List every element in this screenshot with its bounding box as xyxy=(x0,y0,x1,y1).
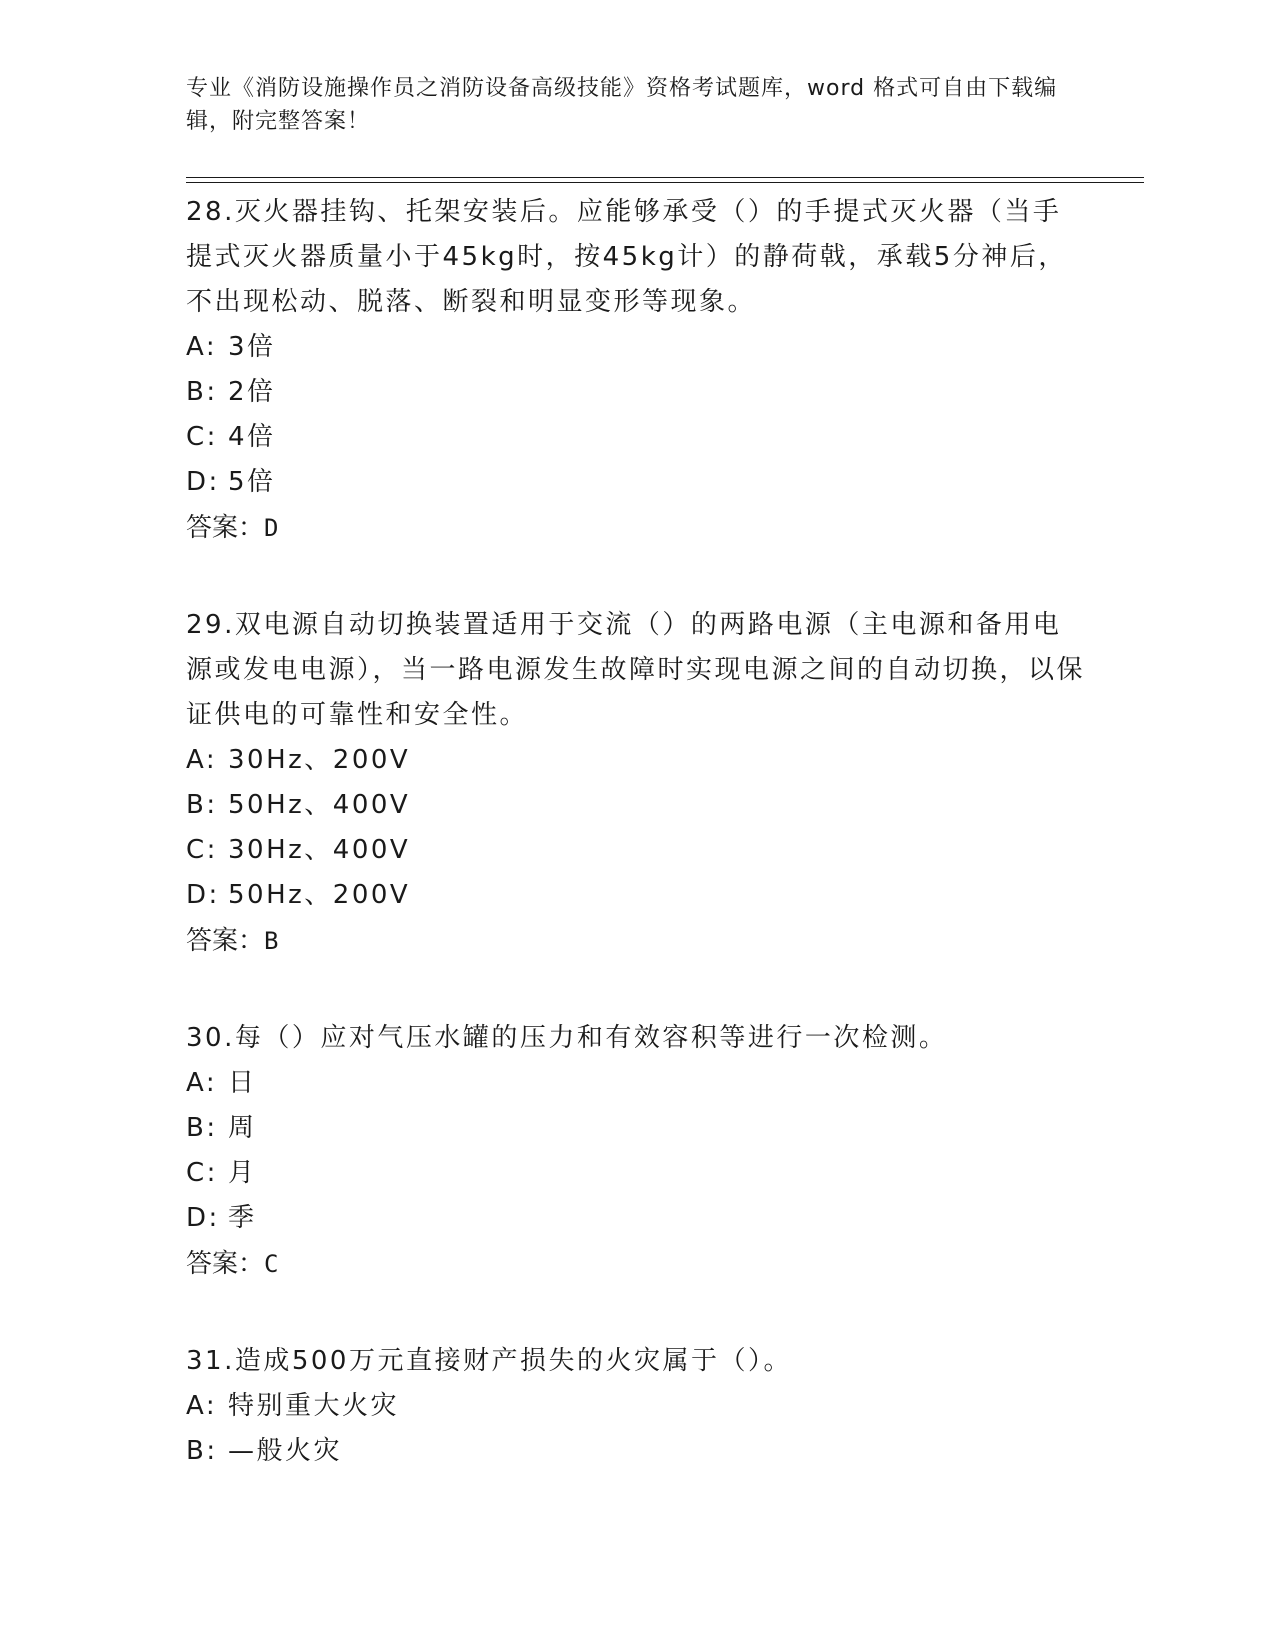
option-a xyxy=(186,325,1086,370)
answer-key: D xyxy=(264,514,279,542)
answer-line xyxy=(186,505,1086,551)
option-c xyxy=(186,415,1086,460)
option-b xyxy=(186,370,1086,415)
option-letter: B: xyxy=(186,1113,218,1143)
option-text: 30Hz、200V xyxy=(228,745,411,775)
option-d xyxy=(186,460,1086,505)
option-text: 日 xyxy=(228,1068,257,1098)
option-text: 特别重大火灾 xyxy=(228,1391,400,1421)
question-stem: 28.灭火器挂钩、托架安装后。应能够承受（）的手提式灭火器（当手提式灭火器质量小于45kg时，按45kg计）的静荷戟，承载5分神后，不出现松动、脱落、断裂和明显变形等现象。 xyxy=(186,197,1067,317)
option-a xyxy=(186,1384,1086,1429)
document-header: 专业《消防设施操作员之消防设备高级技能》资格考试题库，word 格式可自由下载编辑，附完整答案！ xyxy=(186,76,1058,134)
option-letter: C: xyxy=(186,835,218,865)
option-letter: A: xyxy=(186,332,218,362)
option-letter: A: xyxy=(186,1068,218,1098)
option-letter: B: xyxy=(186,377,218,407)
option-c xyxy=(186,828,1086,873)
header-rule-bottom xyxy=(186,182,1144,183)
option-text: 30Hz、400V xyxy=(228,835,411,865)
question-stem: 29.双电源自动切换装置适用于交流（）的两路电源（主电源和备用电源或发电电源），当一路电源发生故障时实现电源之间的自动切换，以保证供电的可靠性和安全性。 xyxy=(186,610,1086,730)
option-letter: A: xyxy=(186,745,218,775)
option-a xyxy=(186,1061,1086,1106)
option-text: —般火灾 xyxy=(228,1436,343,1466)
option-letter: A: xyxy=(186,1391,218,1421)
option-text: 5倍 xyxy=(228,467,276,497)
answer-key: B xyxy=(264,927,279,955)
option-text: 季 xyxy=(228,1203,257,1233)
option-text: 周 xyxy=(228,1113,257,1143)
question-30 xyxy=(186,1016,1086,1287)
answer-key: C xyxy=(264,1250,279,1278)
header-rule-top xyxy=(186,177,1144,178)
option-text: 3倍 xyxy=(228,332,276,362)
option-b xyxy=(186,1106,1086,1151)
option-text: 月 xyxy=(228,1158,257,1188)
question-31 xyxy=(186,1339,1086,1474)
option-d xyxy=(186,873,1086,918)
option-b xyxy=(186,1429,1086,1474)
answer-label: 答案： xyxy=(186,926,265,956)
question-stem: 30.每（）应对气压水罐的压力和有效容积等进行一次检测。 xyxy=(186,1023,948,1053)
option-letter: D: xyxy=(186,1203,220,1233)
option-text: 50Hz、200V xyxy=(228,880,411,910)
answer-label: 答案： xyxy=(186,1249,265,1279)
answer-label: 答案： xyxy=(186,513,265,543)
question-29 xyxy=(186,603,1086,964)
answer-line xyxy=(186,918,1086,964)
question-28 xyxy=(186,190,1086,551)
option-letter: B: xyxy=(186,1436,218,1466)
question-stem: 31.造成500万元直接财产损失的火灾属于（）。 xyxy=(186,1346,792,1376)
option-d xyxy=(186,1196,1086,1241)
option-c xyxy=(186,1151,1086,1196)
option-letter: C: xyxy=(186,1158,218,1188)
option-text: 4倍 xyxy=(228,422,276,452)
option-a xyxy=(186,738,1086,783)
option-letter: D: xyxy=(186,880,220,910)
option-text: 2倍 xyxy=(228,377,276,407)
option-letter: D: xyxy=(186,467,220,497)
option-text: 50Hz、400V xyxy=(228,790,411,820)
answer-line xyxy=(186,1241,1086,1287)
option-b xyxy=(186,783,1086,828)
option-letter: B: xyxy=(186,790,218,820)
option-letter: C: xyxy=(186,422,218,452)
question-list xyxy=(186,190,1086,1526)
